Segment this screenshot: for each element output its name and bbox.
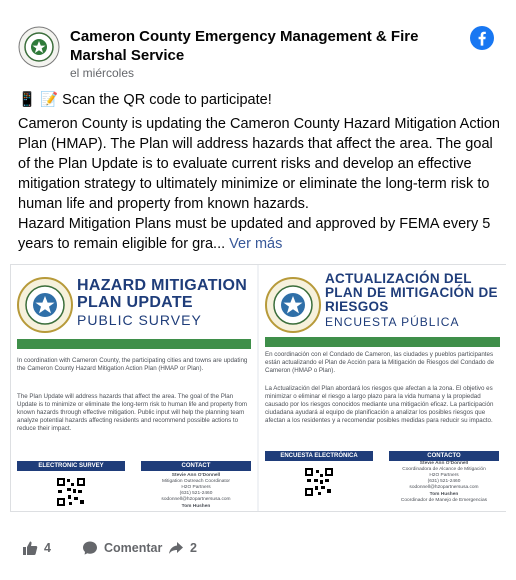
like-button[interactable] (22, 540, 51, 556)
post-text-line: 📱 📝 Scan the QR code to participate! (18, 92, 272, 108)
facebook-icon[interactable] (470, 26, 494, 50)
contact-phone: (631) 521-2460 (427, 479, 461, 484)
contact-email: sodonnell@h2opartnersusa.com (161, 497, 231, 502)
qr-code-icon (56, 477, 86, 507)
post-text-paragraph-1: Cameron County is updating the Cameron County Hazard Mitigation Action Plan (HMAP). The Plan will address hazards that affect the area. The goal of the Plan Update is to evaluate current risks and develop an effective mitigation strategy to ultimately minimize or eliminate the long-term risk to human life and property from known hazards. (18, 116, 500, 212)
poster-subtitle: PUBLIC SURVEY (77, 312, 202, 328)
county-seal-icon (265, 277, 321, 333)
poster-body-2: La Actualización del Plan abordará los riesgos que afectan a la zona. El objetivo es minimizar o eliminar el riesgo a largo plazo para la vida humana y la propiedad causado por los riesgos conocidos mediante una mitigación eficaz. La participación ciudadana ayudará al equipo de planificación a analizar los posibles riesgos que afectan a los residentes y a recomendar posibles medidas para reducir su impacto. (265, 385, 494, 424)
poster-title-line-1: HAZARD MITIGATION (77, 277, 248, 294)
contact-company: H2O Partners (181, 485, 211, 490)
county-seal-icon (17, 277, 73, 333)
post-text-paragraph-2 (18, 214, 502, 254)
contact-role: Coordinadora de Alcance de Mitigación (402, 467, 486, 472)
post-header (18, 22, 502, 82)
thumbs-up-icon (22, 540, 38, 556)
contact-name: Stevie Ann O'Donnell (171, 473, 221, 478)
poster-body-2: The Plan Update will address hazards that affect the area. The goal of the Plan Update is to minimize or eliminate the long-term risk to human life and property from known hazards through effective mitigation. Public input will help the planning team analyze potential hazards affecting residents and recommend possible actions to reduce their impact. (17, 393, 248, 432)
poster-spanish-image[interactable] (259, 265, 506, 511)
share-arrow-icon (168, 540, 184, 556)
comment-label: Comentar (104, 541, 163, 555)
post-media-gallery (10, 264, 506, 512)
contact-tag: CONTACT (141, 461, 251, 471)
poster-body-1: In coordination with Cameron County, the participating cities and towns are updating the Cameron County Hazard Mitigation Action Plan (HMAP or Plan). (17, 357, 248, 372)
contact-email: sodonnell@h2opartnersusa.com (409, 485, 479, 490)
poster-title-line-2: PLAN UPDATE (77, 294, 193, 311)
post-action-bar (18, 536, 502, 560)
contact-tag: CONTACTO (389, 451, 499, 461)
poster-green-bar (265, 337, 500, 347)
poster-title-line-2: PLAN DE MITIGACIÓN DE (325, 285, 498, 300)
qr-code-icon (304, 467, 334, 497)
like-count: 4 (44, 541, 51, 555)
contact-name: Stevie Ann O'Donnell (419, 461, 469, 466)
see-more-link[interactable]: Ver más (229, 236, 283, 252)
contact-role-2: Coordinador de Manejo de Emergencias (400, 498, 488, 503)
contact-company: H2O Partners (429, 473, 459, 478)
electronic-survey-tag: ELECTRONIC SURVEY (17, 461, 125, 471)
post-text-truncated: Hazard Mitigation Plans must be updated and approved by FEMA every 5 years to remain eligible for gra... (18, 216, 491, 252)
contact-name-2: Tom Hushen (181, 504, 211, 509)
comment-button[interactable] (82, 540, 162, 556)
poster-english-image[interactable] (11, 265, 257, 511)
contact-role: Mitigation Outreach Coordinator (162, 479, 230, 484)
poster-body-1: En coordinación con el Condado de Cameron, las ciudades y pueblos participantes están actualizando el Plan de Acción para la Mitigación de Riesgos del Condado de Cameron (HMAP o Plan). (265, 351, 495, 374)
contact-name-2: Tom Hushen (429, 492, 459, 497)
comment-icon (82, 540, 98, 556)
share-button[interactable] (168, 540, 197, 556)
contact-phone: (631) 521-2460 (179, 491, 213, 496)
poster-title-line-3: RIESGOS (325, 299, 389, 314)
poster-subtitle: ENCUESTA PÚBLICA (325, 315, 460, 329)
county-seal-icon[interactable] (18, 26, 60, 68)
poster-green-bar (17, 339, 251, 349)
post-timestamp[interactable]: el miércoles (70, 66, 135, 80)
page-name-link[interactable]: Cameron County Emergency Management & Fire Marshal Service (70, 28, 419, 64)
electronic-survey-tag: ENCUESTA ELECTRÓNICA (265, 451, 373, 461)
share-count: 2 (190, 541, 197, 555)
poster-title-line-1: ACTUALIZACIÓN DEL (325, 271, 472, 286)
